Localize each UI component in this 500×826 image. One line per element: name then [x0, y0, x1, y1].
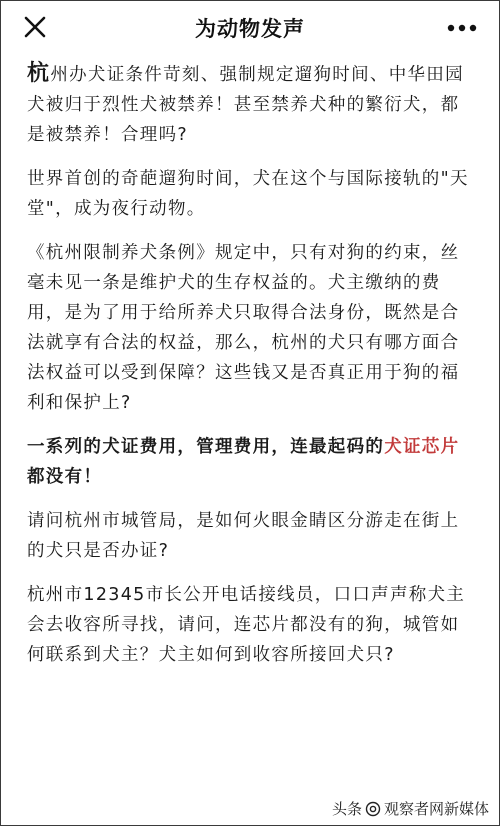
article-body: [1, 55, 499, 670]
source-watermark: [328, 796, 493, 821]
paragraph-4-text-b: 都没有！: [27, 467, 103, 487]
top-nav-bar: [1, 1, 499, 55]
paragraph-4-text-a: 一系列的犬证费用，管理费用，连最起码的: [27, 437, 385, 457]
page-title: 为动物发声: [195, 17, 305, 41]
article-paragraph-3: 《杭州限制养犬条例》规定中，只有对狗的约束，丝毫未见一条是维护犬的生存权益的。犬主缴纳的费用，是为了用于给所养犬只取得合法身份，既然是合法就享有合法的权益，那么，杭州的犬只有哪方面合法权益可以受到保障？这些钱又是否真正用于狗的福利和保护上?: [27, 243, 460, 413]
drop-cap: 杭: [27, 61, 51, 86]
article-paragraph-2: 世界首创的奇葩遛狗时间，犬在这个与国际接轨的"天堂"，成为夜行动物。: [27, 169, 469, 219]
article-paragraph-4: [27, 432, 473, 492]
article-paragraph-1: [27, 59, 473, 150]
article-paragraph-5: 请问杭州市城管局，是如何火眼金睛区分游走在街上的犬只是否办证?: [27, 511, 460, 561]
close-icon[interactable]: [23, 15, 47, 39]
paragraph-1-text: 州办犬证条件苛刻、强制规定遛狗时间、中华田园犬被归于烈性犬被禁养！甚至禁养犬种的繁衍犬，都是被禁养！合理吗?: [27, 65, 464, 145]
watermark-prefix: 头条: [331, 800, 362, 818]
article-paragraph-6: 杭州市12345市长公开电话接线员，口口声声称犬主会去收容所寻找，请问，连芯片都没有的狗，城管如何联系到犬主？犬主如何到收容所接回犬只?: [27, 585, 466, 665]
at-sign-icon: [365, 801, 381, 817]
more-dots-icon[interactable]: [447, 18, 477, 38]
highlight-text: 犬证芯片: [384, 437, 460, 457]
watermark-source: 观察者网新媒体: [383, 800, 489, 818]
